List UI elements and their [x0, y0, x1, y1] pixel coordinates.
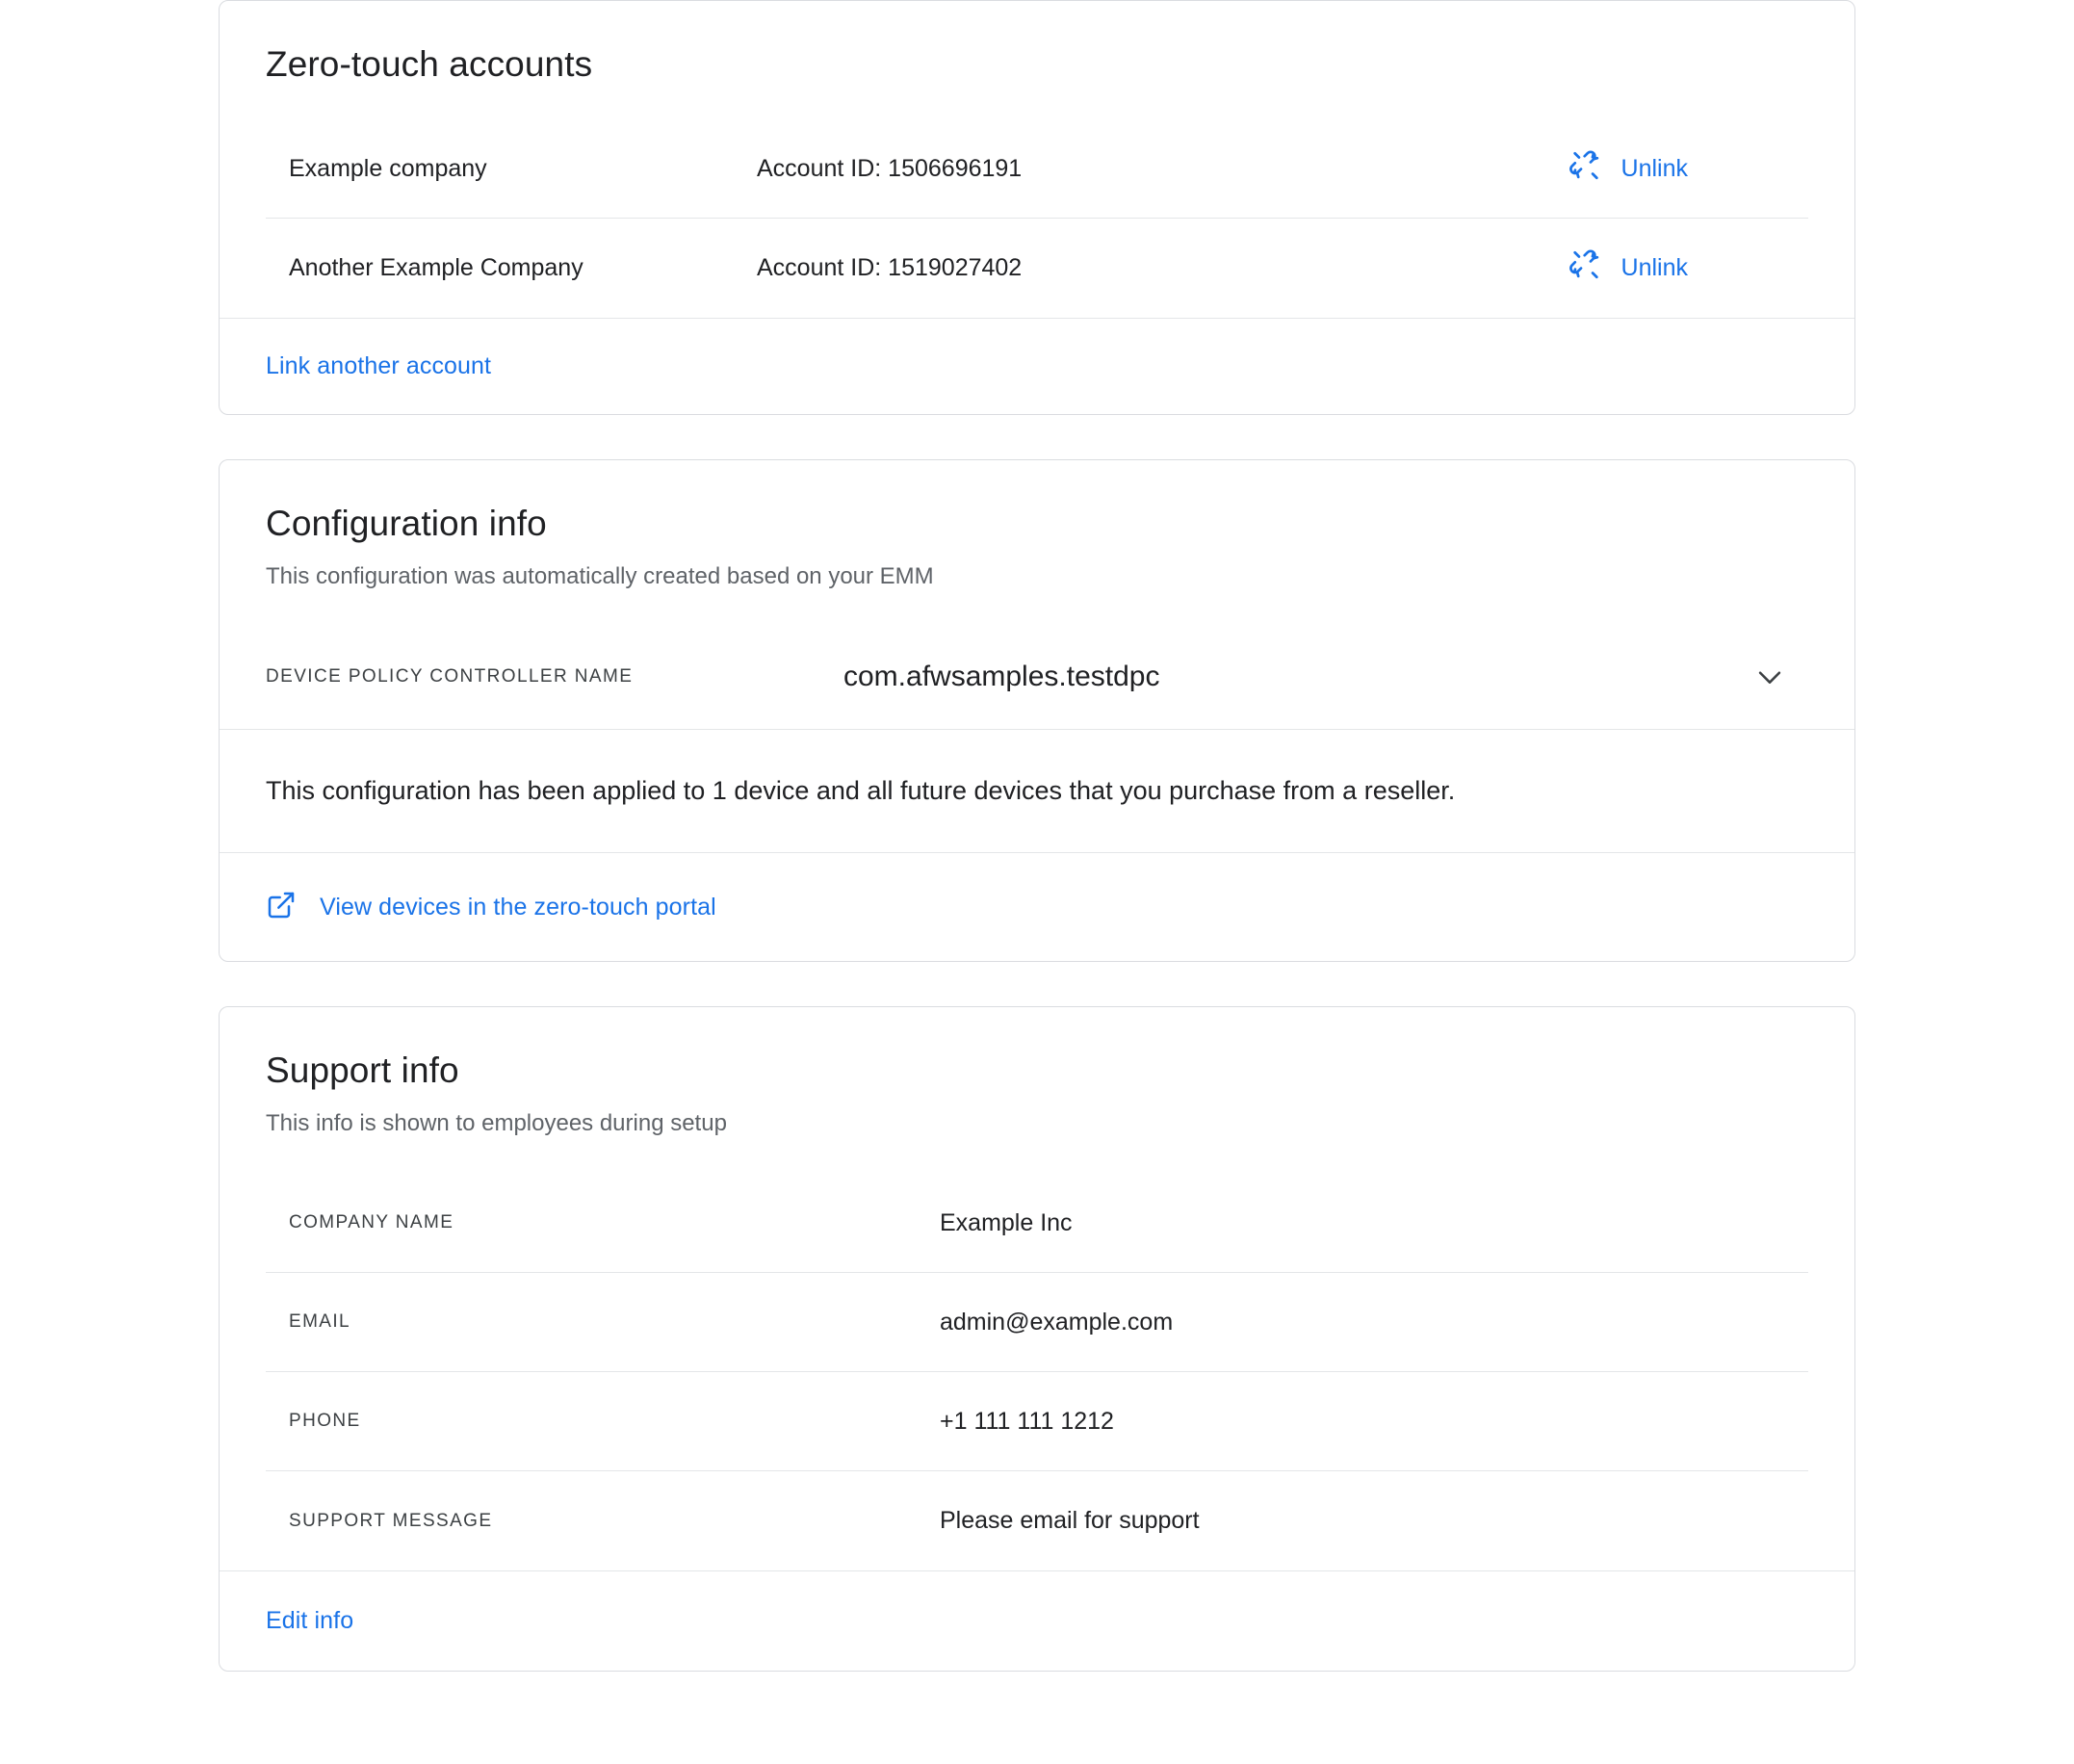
support-field-value: admin@example.com [940, 1308, 1174, 1336]
account-id: Account ID: 1506696191 [757, 154, 1023, 182]
unlink-button[interactable] [1569, 149, 1808, 189]
support-field-label: COMPANY NAME [289, 1212, 454, 1232]
support-info-table [220, 1137, 1854, 1570]
support-title: Support info [266, 1051, 459, 1090]
bottom-spacer [0, 1672, 2074, 1710]
table-row [266, 1273, 1808, 1372]
support-field-label: SUPPORT MESSAGE [289, 1510, 493, 1531]
support-field-value: Please email for support [940, 1507, 1200, 1534]
dpc-value: com.afwsamples.testdpc [843, 660, 1160, 692]
support-field-value: Example Inc [940, 1208, 1073, 1236]
unlink-icon [1569, 248, 1602, 288]
configuration-info-card [219, 459, 1855, 962]
edit-info-button[interactable]: Edit info [266, 1607, 354, 1634]
unlink-label: Unlink [1620, 154, 1688, 182]
support-field-label: EMAIL [289, 1311, 351, 1332]
unlink-label: Unlink [1620, 254, 1688, 281]
chevron-down-icon[interactable] [1750, 658, 1789, 696]
support-field-label: PHONE [289, 1411, 361, 1431]
zero-touch-accounts-card [219, 0, 1855, 415]
account-name: Another Example Company [289, 254, 583, 281]
table-row [266, 1471, 1808, 1570]
zero-touch-card-footer [220, 318, 1854, 414]
support-subtitle: This info is shown to employees during setup [266, 1110, 727, 1136]
dpc-select-row[interactable] [220, 624, 1854, 730]
support-card-footer [220, 1570, 1854, 1671]
support-info-card [219, 1006, 1855, 1672]
configuration-title: Configuration info [266, 504, 547, 543]
unlink-button[interactable] [1569, 248, 1808, 288]
account-id: Account ID: 1519027402 [757, 254, 1023, 281]
configuration-applied-note: This configuration has been applied to 1 device and all future devices that you purchase from a reseller. [220, 730, 1854, 853]
table-row [266, 119, 1808, 219]
link-another-account-button[interactable]: Link another account [266, 352, 492, 379]
unlink-icon [1569, 149, 1602, 189]
zero-touch-account-list [220, 85, 1854, 318]
dpc-label: DEVICE POLICY CONTROLLER NAME [266, 665, 634, 687]
view-devices-portal-link[interactable] [220, 853, 1854, 961]
table-row [266, 1174, 1808, 1273]
table-row [266, 219, 1808, 318]
account-name: Example company [289, 154, 487, 182]
page-title: Zero-touch accounts [266, 44, 593, 84]
support-field-value: +1 111 111 1212 [940, 1407, 1114, 1435]
view-devices-portal-label: View devices in the zero-touch portal [320, 893, 716, 921]
table-row [266, 1372, 1808, 1471]
external-link-icon [266, 890, 297, 925]
configuration-subtitle: This configuration was automatically created based on your EMM [266, 563, 934, 589]
